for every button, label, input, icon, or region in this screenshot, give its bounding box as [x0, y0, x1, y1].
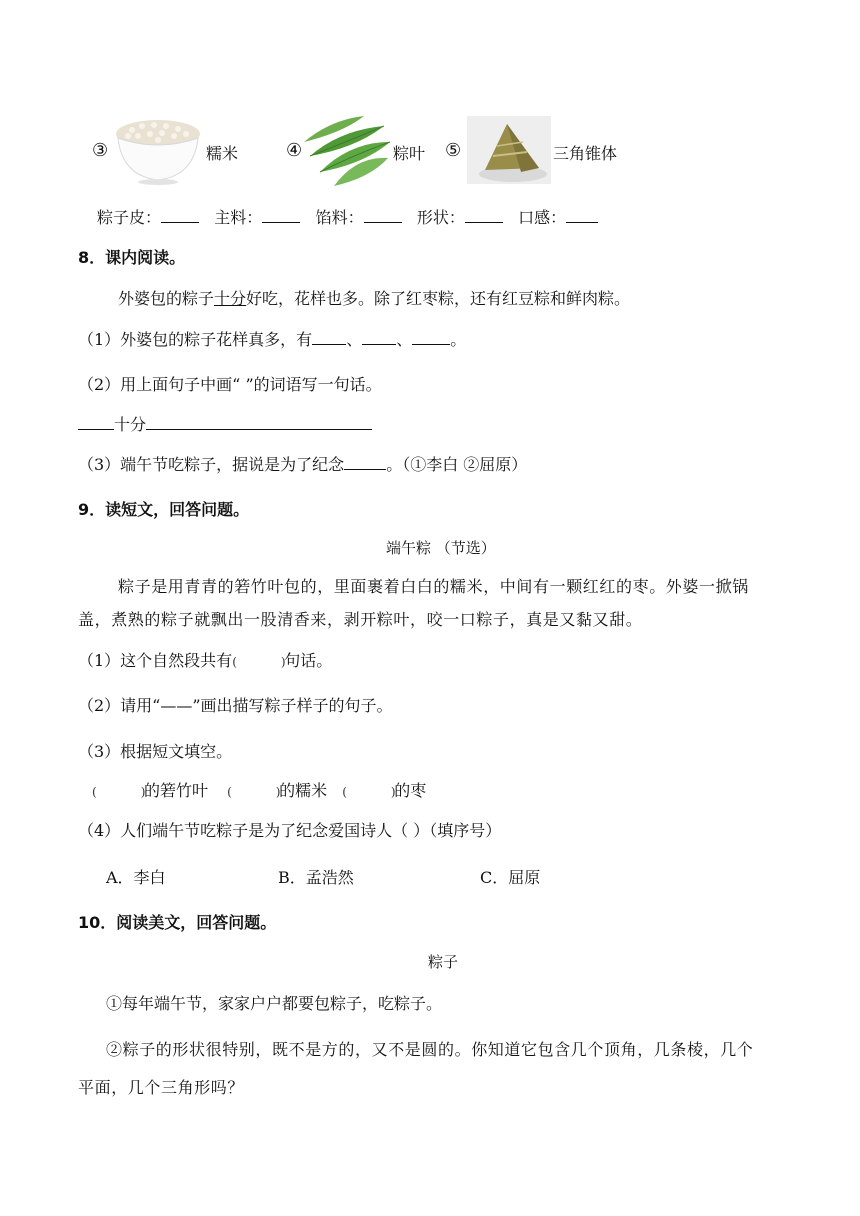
q9-sub4: （4）人们端午节吃粽子是为了纪念爱国诗人（ ）（填序号） [78, 821, 502, 840]
q8-sub1-end: 。 [450, 330, 467, 349]
fill-label-shape: 形状： [416, 208, 465, 227]
fill-blank-taste[interactable] [566, 207, 598, 223]
fill-blank-skin[interactable] [161, 207, 199, 223]
item4-label: 粽叶 [393, 144, 426, 163]
item4-number: ④ [286, 140, 303, 161]
q8-sub1 [78, 327, 466, 350]
q8-sub2-word: 十分 [114, 415, 147, 434]
q9-fill-paren2[interactable]: ( ) [227, 785, 281, 799]
q9-sub2: （2）请用“——”画出描写粽子样子的句子。 [78, 696, 393, 715]
zongzi-image [467, 116, 551, 184]
fill-label-main: 主料： [214, 208, 263, 227]
q10-paragraph1: ①每年端午节，家家户户都要包粽子，吃粽子。 [106, 994, 443, 1013]
q8-passage [118, 286, 630, 309]
q8-sub1-blank2[interactable] [362, 329, 396, 345]
q9-fill-row [92, 778, 426, 801]
q8-sub2-blank-pre[interactable] [78, 414, 114, 430]
q8-sub2-blank-post[interactable] [146, 414, 372, 430]
q8-sub3-options: 。（①李白 ②屈原） [386, 455, 528, 474]
q8-sub1-text: （1）外婆包的粽子花样真多，有 [78, 330, 313, 349]
q10-heading: 粽子 [428, 953, 459, 971]
q9-paragraph-line1: 粽子是用青青的箬竹叶包的，里面裹着白白的糯米，中间有一颗红红的枣。外婆一掀锅 [118, 577, 749, 596]
q9-fill-paren1[interactable]: ( ) [92, 785, 146, 799]
q9-paragraph-line2: 盖，煮熟的粽子就飘出一股清香来，剥开粽叶，咬一口粽子，真是又黏又甜。 [78, 610, 643, 629]
bamboo-leaves-image [300, 112, 394, 188]
q8-sub1-sep1: 、 [346, 330, 363, 349]
q9-fill-text3: 的枣 [394, 781, 427, 800]
q9-sub3: （3）根据短文填空。 [78, 742, 233, 761]
fill-label-taste: 口感： [518, 208, 567, 227]
fill-blank-main[interactable] [262, 207, 300, 223]
q10-paragraph2-line1: ②粽子的形状很特别，既不是方的，又不是圆的。你知道它包含几个顶角，几条棱，几个 [106, 1040, 754, 1059]
q9-option-b[interactable]: B．孟浩然 [278, 868, 354, 887]
item3-number: ③ [92, 140, 109, 161]
q9-fill-text1: 的箬竹叶 [144, 781, 209, 800]
q10-paragraph2-line2: 平面，几个三角形吗？ [78, 1078, 245, 1097]
q9-fill-text2: 的糯米 [279, 781, 328, 800]
q8-passage-pre: 外婆包的粽子 [118, 289, 215, 308]
q8-passage-post: 好吃，花样也多。除了红枣粽，还有红豆粽和鲜肉粽。 [246, 289, 631, 308]
item5-number: ⑤ [445, 140, 462, 161]
q8-passage-underlined: 十分 [214, 289, 247, 308]
q9-option-c[interactable]: C．屈原 [480, 868, 541, 887]
item5-label: 三角锥体 [553, 144, 618, 163]
q8-sub2-line [78, 412, 372, 435]
q8-sub2: （2）用上面句子中画“ ”的词语写一句话。 [78, 375, 382, 394]
q8-title: 8．课内阅读。 [78, 248, 186, 267]
fill-label-filling: 馅料： [315, 208, 364, 227]
q9-sub1 [78, 648, 332, 671]
q9-sub1-text: （1）这个自然段共有 [78, 651, 233, 670]
q8-sub3-text: （3）端午节吃粽子，据说是为了纪念 [78, 455, 345, 474]
fill-label-skin: 粽子皮： [97, 208, 162, 227]
item3-label: 糯米 [206, 144, 239, 163]
q8-sub1-sep2: 、 [396, 330, 413, 349]
fill-blank-filling[interactable] [364, 207, 402, 223]
q10-title: 10．阅读美文，回答问题。 [78, 913, 277, 932]
q9-title: 9．读短文，回答问题。 [78, 500, 250, 519]
fill-blank-shape[interactable] [465, 207, 503, 223]
q9-heading: 端午粽 （节选） [386, 539, 496, 557]
q8-sub3-blank[interactable] [344, 454, 386, 470]
q8-sub1-blank1[interactable] [312, 329, 346, 345]
q9-sub1-post: 句话。 [284, 651, 333, 670]
q9-option-a[interactable]: A．李白 [106, 868, 166, 887]
rice-bowl-image [112, 116, 204, 186]
q8-sub1-blank3[interactable] [412, 329, 450, 345]
q8-sub3 [78, 452, 527, 475]
q9-sub1-answer[interactable]: ( ) [232, 655, 286, 669]
q9-fill-paren3[interactable]: ( ) [342, 785, 396, 799]
fill-row [97, 205, 598, 228]
